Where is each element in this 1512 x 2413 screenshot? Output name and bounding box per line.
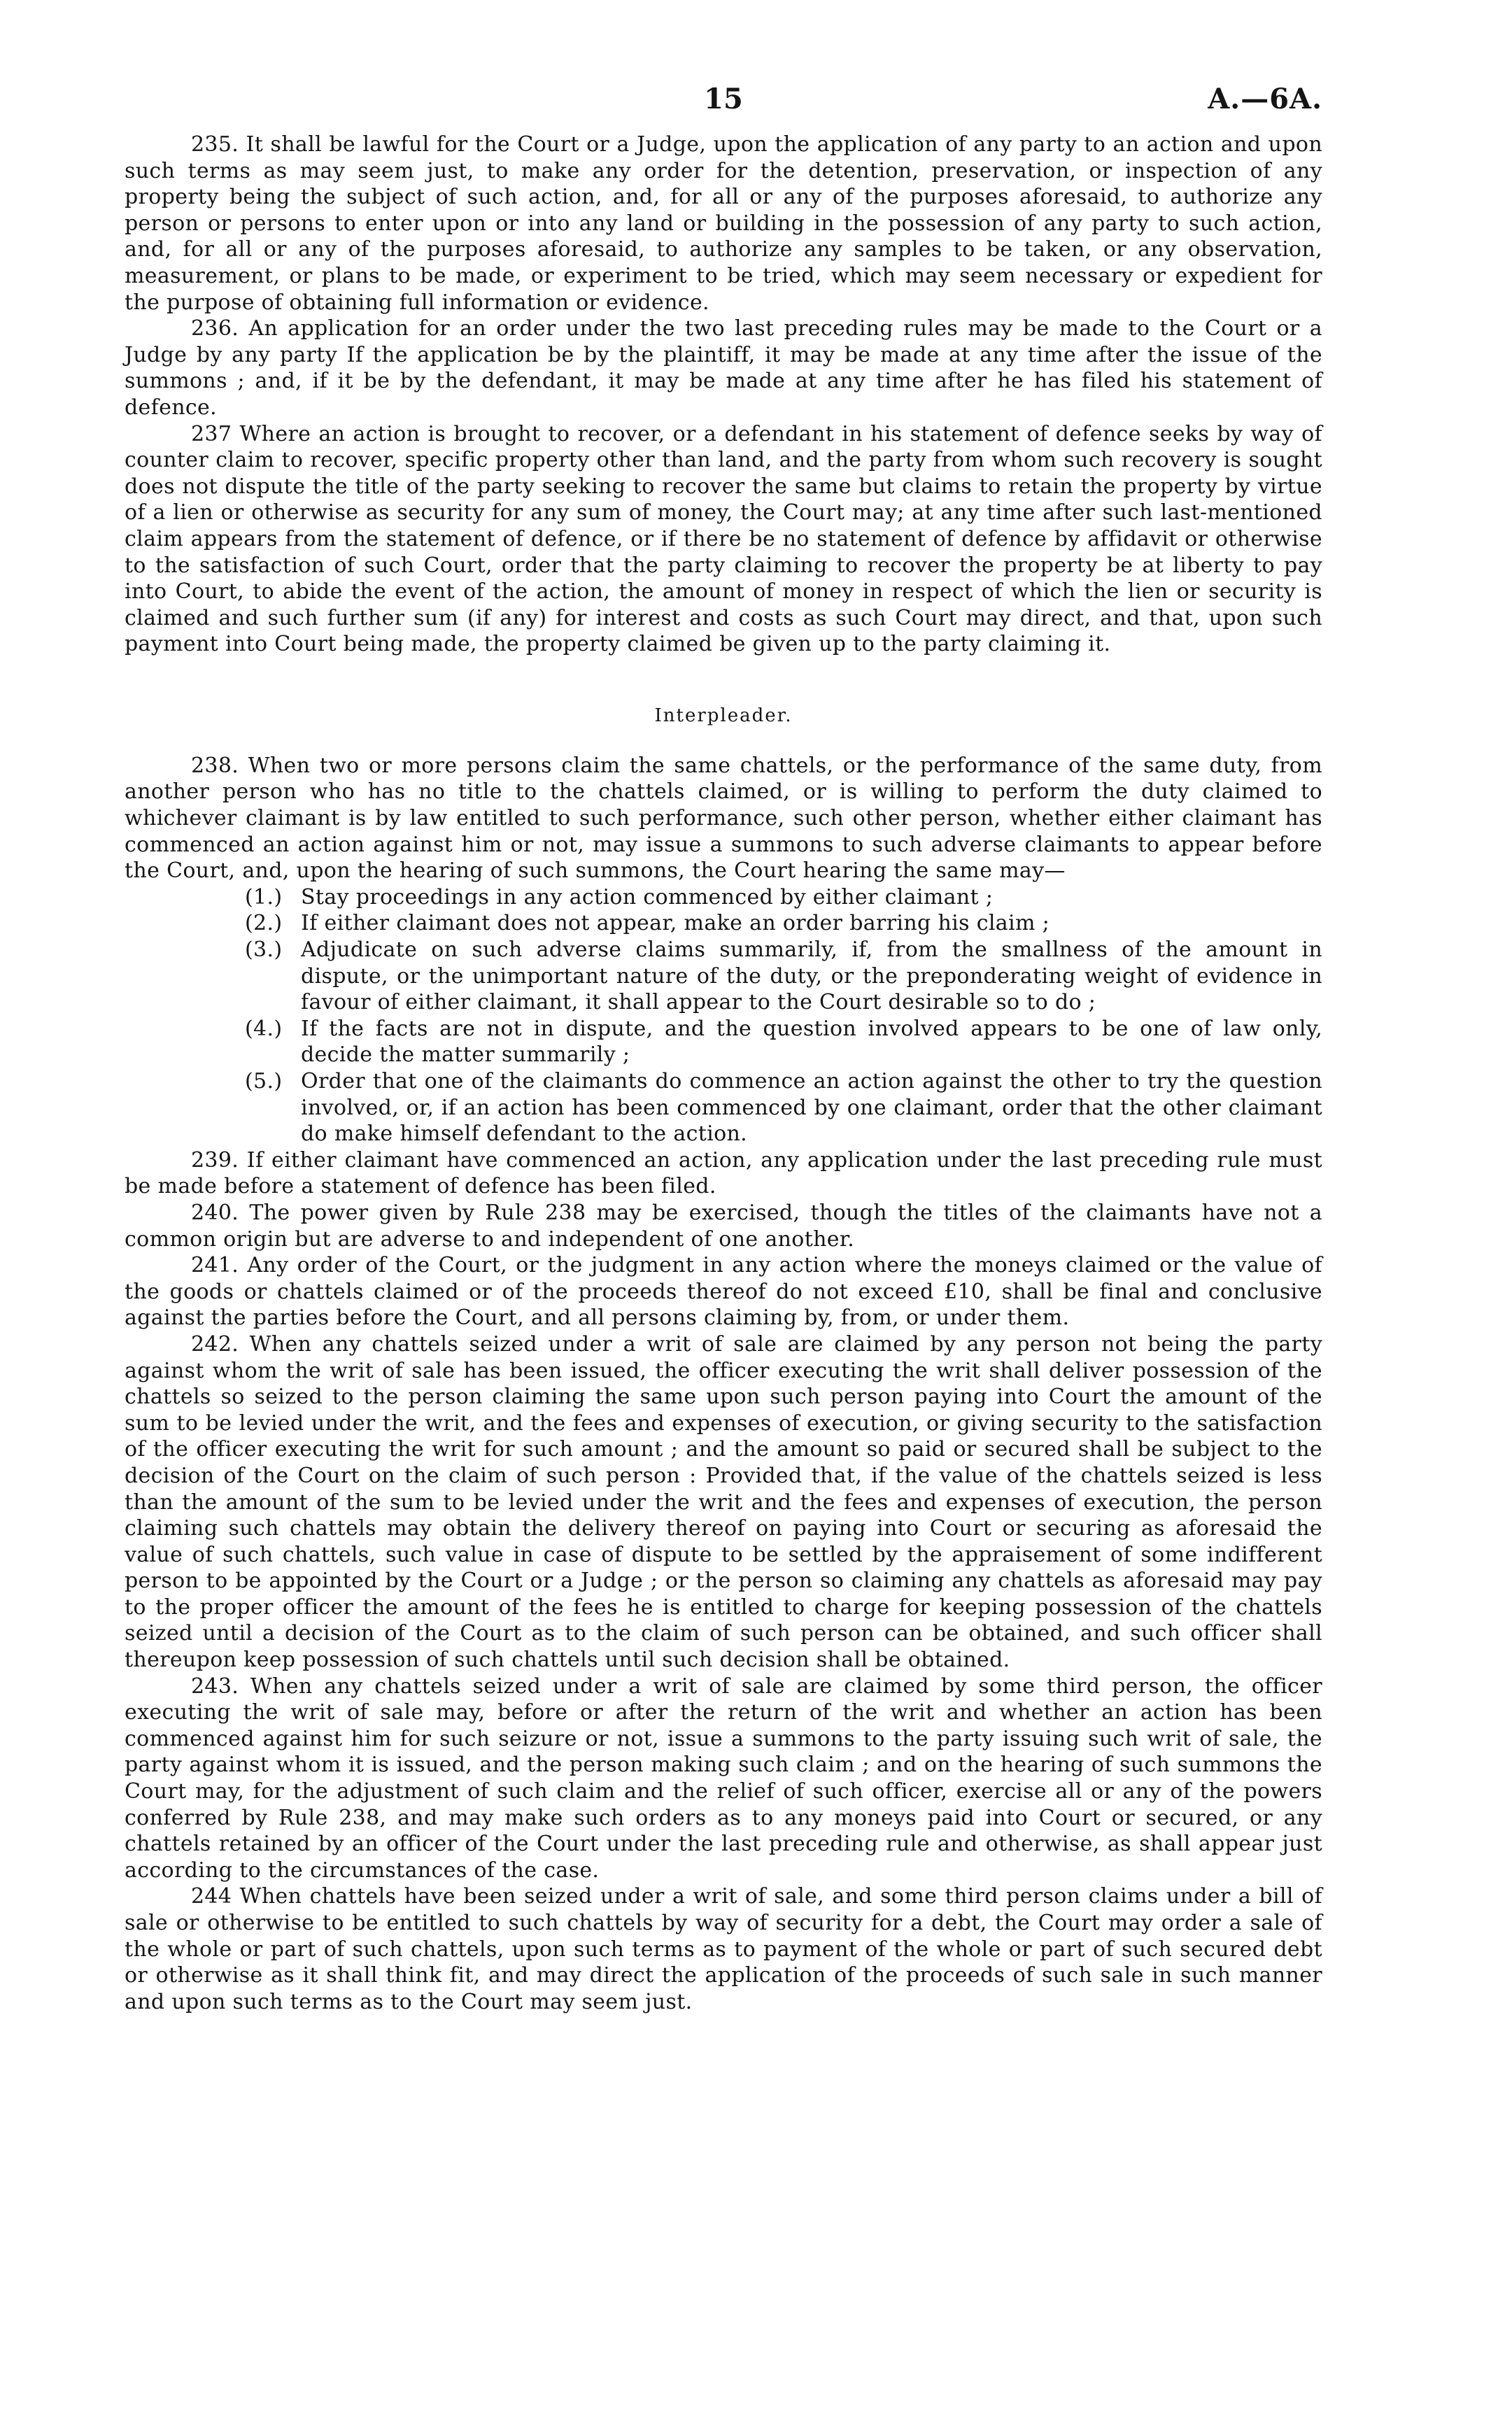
rule-242-paragraph: 242. When any chattels seized under a writ of sale are claimed by any person not being the party against whom the writ of sale has been issued, the officer executing the writ shall deliver possession of the chattels so seized to the person claiming the same upon such person paying into Court the amount of the sum to be levied under the writ, and the fees and expenses of execution, or giving security to the satisfaction of the officer executing the writ for such amount ; and the amount so paid or secured shall be subject to the decision of the Court on the claim of such person : Provided that, if the value of the chattels seized is less than the amount of the sum to be levied under the writ and the fees and expenses of execution, the person claiming such chattels may obtain the delivery thereof on paying into Court or securing as aforesaid the value of such chattels, such value in case of dispute to be settled by the appraisement of some indifferent person to be appointed by the Court or a Judge ; or the person so claiming any chattels as aforesaid may pay to the proper officer the amount of the fees he is entitled to charge for keeping possession of the chattels seized until a decision of the Court as to the claim of such person can be obtained, and such officer shall thereupon keep possession of such chattels until such decision shall be obtained. (125, 1331, 1322, 1673)
list-item (125, 1016, 1322, 1068)
list-item-text: Order that one of the claimants do commence an action against the other to try the question involved, or, if an action has been commenced by one claimant, order that the other claimant do make himself defendant to the action. (301, 1069, 1322, 1147)
document-page (125, 83, 1322, 2015)
page-number: 15 (704, 83, 743, 115)
page-header (125, 83, 1322, 132)
rule-236-paragraph: 236. An application for an order under the two last preceding rules may be made to the Court or a Judge by any party If the application be by the plaintiff, it may be made at any time after the issue of the summons ; and, if it be by the defendant, it may be made at any time after he has filed his statement of defence. (125, 316, 1322, 420)
list-item-text: Adjudicate on such adverse claims summarily, if, from the smallness of the amount in dispute, or the unimportant nature of the duty, or the preponderating weight of evidence in favour of either claimant, it shall appear to the Court desirable so to do ; (301, 937, 1322, 1015)
rule-241-paragraph: 241. Any order of the Court, or the judgment in any action where the moneys claimed or the value of the goods or chattels claimed or of the proceeds thereof do not exceed £10, shall be final and conclusive against the parties before the Court, and all persons claiming by, from, or under them. (125, 1253, 1322, 1331)
list-item-number: (2.) (245, 911, 283, 936)
list-item-number: (5.) (245, 1069, 283, 1094)
rule-240-paragraph: 240. The power given by Rule 238 may be exercised, though the titles of the claimants have not a common origin but are adverse to and independent of one another. (125, 1200, 1322, 1252)
rule-238-paragraph: 238. When two or more persons claim the same chattels, or the performance of the same duty, from another person who has no title to the chattels claimed, or is willing to perform the duty claimed to whichever claimant is by law entitled to such performance, such other person, whether either claimant has commenced an action against him or not, may issue a summons to such adverse claimants to appear before the Court, and, upon the hearing of such summons, the Court hearing the same may— (125, 753, 1322, 884)
list-item (125, 910, 1322, 937)
list-item (125, 884, 1322, 911)
list-item-text: If the facts are not in dispute, and the question involved appears to be one of law only, decide the matter summarily ; (301, 1016, 1322, 1068)
rule-237-paragraph: 237 Where an action is brought to recover, or a defendant in his statement of defence seeks by way of counter claim to recover, specific property other than land, and the party from whom such recovery is sought does not dispute the title of the party seeking to recover the same but claims to retain the property by virtue of a lien or otherwise as security for any sum of money, the Court may; at any time after such last-mentioned claim appears from the statement of defence, or if there be no statement of defence by affidavit or otherwise to the satisfaction of such Court, order that the party claiming to recover the property be at liberty to pay into Court, to abide the event of the action, the amount of money in respect of which the lien or security is claimed and such further sum (if any) for interest and costs as such Court may direct, and that, upon such payment into Court being made, the property claimed be given up to the party claiming it. (125, 421, 1322, 657)
rule-235-paragraph: 235. It shall be lawful for the Court or a Judge, upon the application of any party to an action and upon such terms as may seem just, to make any order for the detention, preservation, or inspection of any property being the subject of such action, and, for all or any of the purposes aforesaid, to authorize any person or persons to enter upon or into any land or building in the possession of any party to such action, and, for all or any of the purposes aforesaid, to authorize any samples to be taken, or any observation, measurement, or plans to be made, or experiment to be tried, which may seem necessary or expedient for the purpose of obtaining full information or evidence. (125, 132, 1322, 315)
rule-244-paragraph: 244 When chattels have been seized under a writ of sale, and some third person claims under a bill of sale or otherwise to be entitled to such chattels by way of security for a debt, the Court may order a sale of the whole or part of such chattels, upon such terms as to payment of the whole or part of such secured debt or otherwise as it shall think fit, and may direct the application of the proceeds of such sale in such manner and upon such terms as to the Court may seem just. (125, 1884, 1322, 2014)
list-item (125, 1068, 1322, 1147)
list-item-number: (4.) (245, 1016, 283, 1041)
list-item-text: If either claimant does not appear, make an order barring his claim ; (301, 911, 1050, 936)
rule-239-paragraph: 239. If either claimant have commenced an action, any application under the last preceding rule must be made before a statement of defence has been filed. (125, 1147, 1322, 1199)
list-item-number: (1.) (245, 884, 283, 910)
rule-238-list (125, 884, 1322, 1147)
section-heading-interpleader: Interpleader. (654, 705, 793, 726)
list-item-number: (3.) (245, 937, 283, 963)
list-item-text: Stay proceedings in any action commenced by either claimant ; (301, 884, 994, 910)
rule-243-paragraph: 243. When any chattels seized under a writ of sale are claimed by some third person, the officer executing the writ of sale may, before or after the return of the writ and whether an action has been commenced against him for such seizure or not, issue a summons to the party issuing such writ of sale, the party against whom it is issued, and the person making such claim ; and on the hearing of such summons the Court may, for the adjustment of such claim and the relief of such officer, exercise all or any of the powers conferred by Rule 238, and may make such orders as to any moneys paid into Court or secured, or any chattels retained by an officer of the Court under the last preceding rule and otherwise, as shall appear just according to the circumstances of the case. (125, 1673, 1322, 1883)
list-item (125, 937, 1322, 1016)
document-reference: A.—6A. (1208, 83, 1322, 115)
